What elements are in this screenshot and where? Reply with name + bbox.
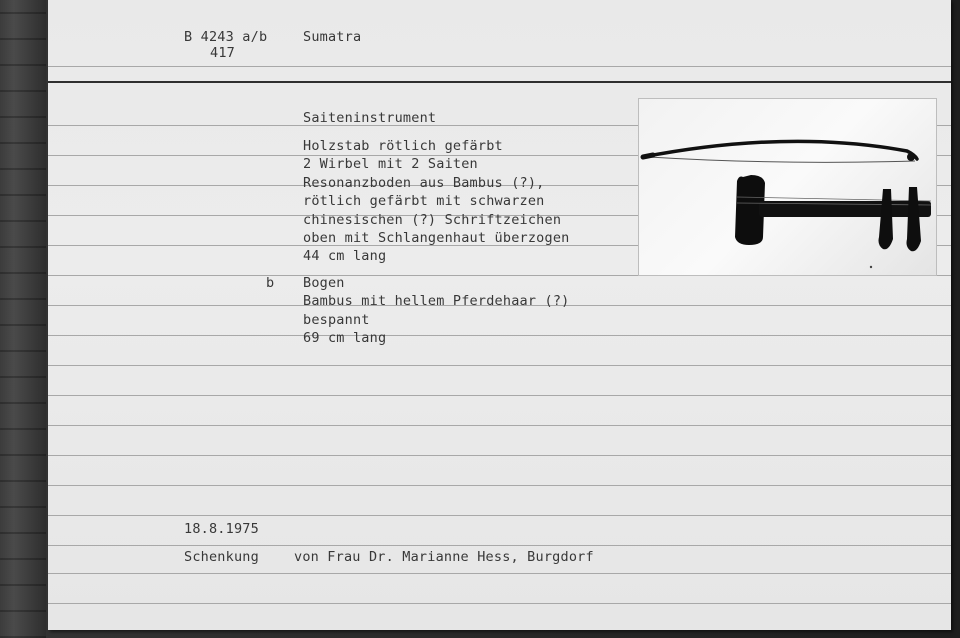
origin: Sumatra xyxy=(303,29,362,45)
inventory-number: B 4243 a/b xyxy=(184,29,268,45)
rule-line xyxy=(48,515,951,516)
sub-number: 417 xyxy=(210,45,235,61)
bow-end xyxy=(907,153,915,161)
acquisition-type: Schenkung xyxy=(184,549,259,565)
description-line: Resonanzboden aus Bambus (?), xyxy=(303,174,545,191)
description-line: rötlich gefärbt mit schwarzen xyxy=(303,193,545,210)
description-line: oben mit Schlangenhaut überzogen xyxy=(303,230,570,246)
bow-tip xyxy=(643,155,653,157)
rule-line xyxy=(48,425,951,426)
tuning-peg-2 xyxy=(907,187,922,251)
rule-line xyxy=(48,365,951,366)
string-1 xyxy=(737,197,931,201)
rule-line xyxy=(48,545,951,546)
description-line: Holzstab rötlich gefärbt xyxy=(303,138,503,154)
description-line: Bogen xyxy=(303,275,345,291)
rule-line xyxy=(48,485,951,486)
description-line: 2 Wirbel mit 2 Saiten xyxy=(303,156,478,173)
index-card xyxy=(48,0,951,630)
part-b-marker: b xyxy=(266,275,275,291)
rule-line xyxy=(48,335,951,336)
description-line: 44 cm lang xyxy=(303,248,387,265)
acquisition-date: 18.8.1975 xyxy=(184,521,259,537)
photo-speck xyxy=(870,266,872,268)
tuning-peg-1 xyxy=(879,189,894,249)
description-line: bespannt xyxy=(303,311,370,328)
rule-line xyxy=(48,395,951,396)
instrument-photo-graphic xyxy=(639,99,936,275)
description-line: 69 cm lang xyxy=(303,330,387,347)
description-line: Bambus mit hellem Pferdehaar (?) xyxy=(303,293,570,310)
rule-line xyxy=(48,455,951,456)
description-line: chinesischen (?) Schriftzeichen xyxy=(303,211,562,228)
bow-hair xyxy=(649,157,915,162)
background-strip xyxy=(0,0,46,638)
object-photograph xyxy=(639,99,936,275)
rule-line xyxy=(48,66,951,67)
object-type: Saiteninstrument xyxy=(303,110,437,126)
donor: von Frau Dr. Marianne Hess, Burgdorf xyxy=(294,549,594,565)
rule-line xyxy=(48,275,951,276)
rule-line xyxy=(48,573,951,574)
header-rule xyxy=(48,81,951,83)
bow-shape xyxy=(643,141,917,159)
rule-line xyxy=(48,603,951,604)
